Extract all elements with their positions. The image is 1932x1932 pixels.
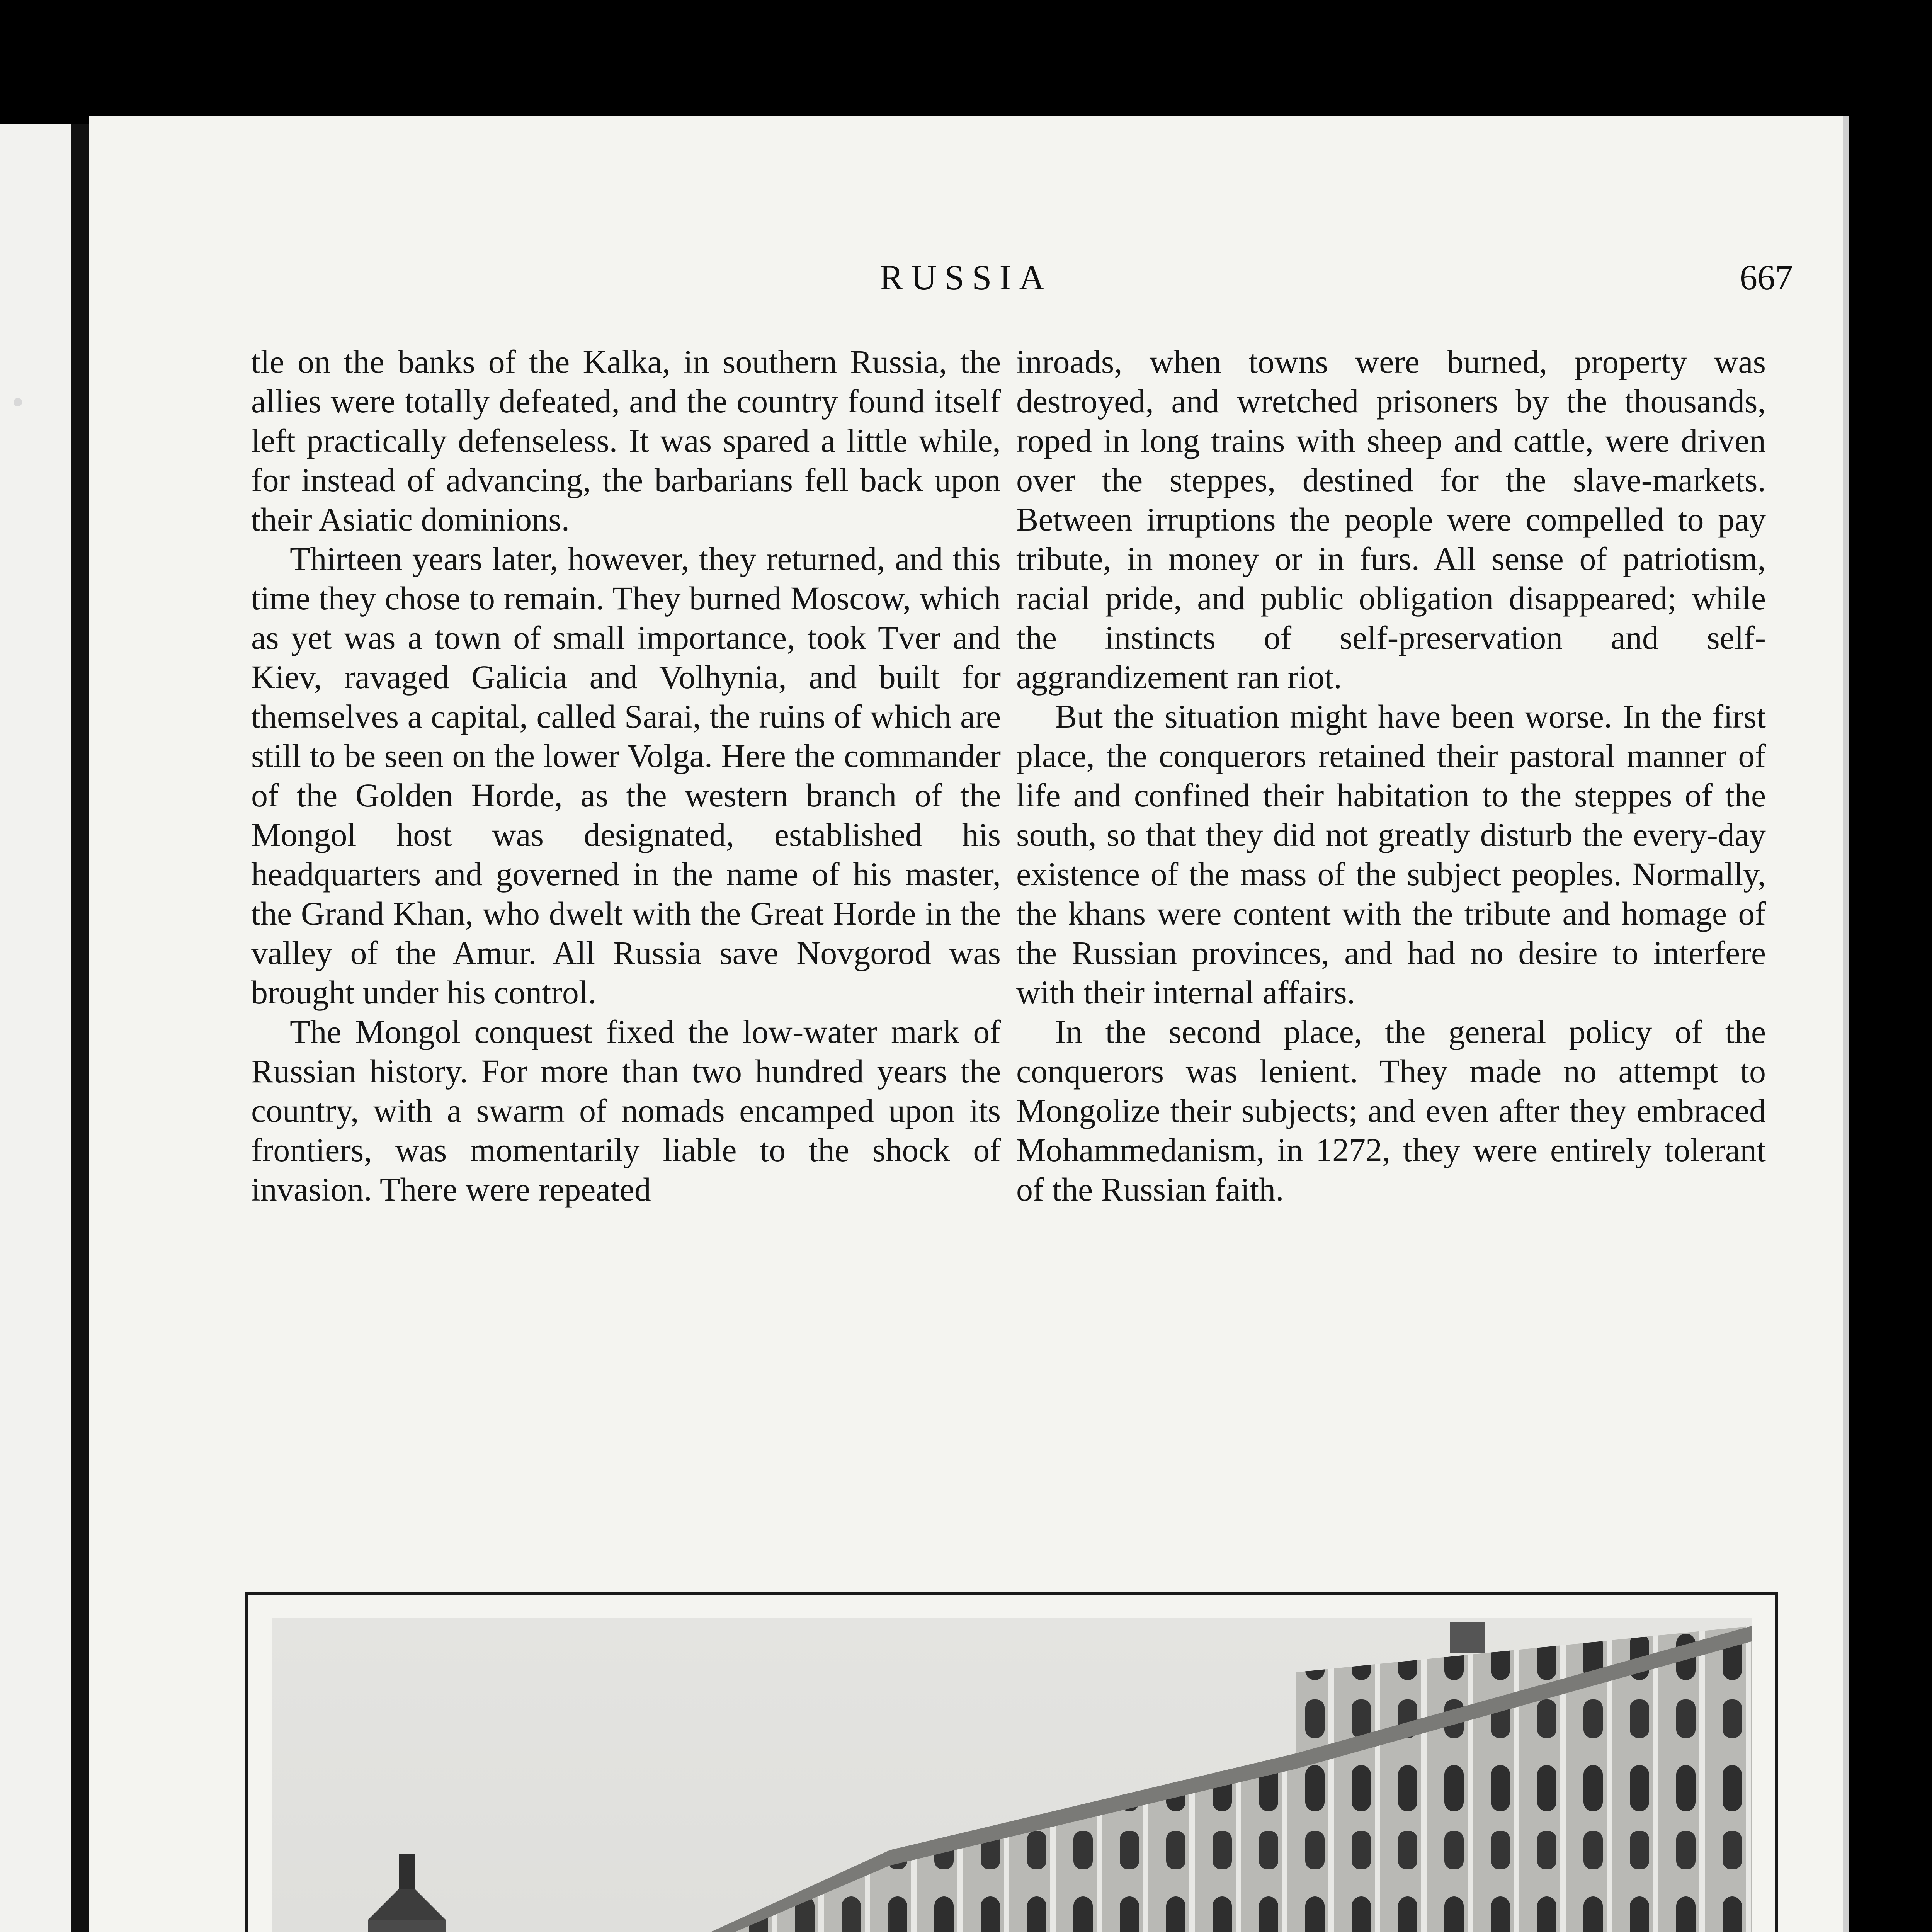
paragraph: In the second place, the general policy of the conquerors was lenient. They made no attempt to Mongolize their subjects; and even after they embraced Mohammedanism, in 1272, they were entirely tolerant of the Russian faith. [1016, 1013, 1766, 1208]
scan-speck [14, 398, 22, 406]
page-number: 667 [1740, 258, 1793, 297]
page-gutter [71, 124, 89, 1932]
running-title: RUSSIA [879, 258, 1053, 297]
paragraph: Thirteen years later, however, they returned, and this time they chose to remain. They burned Moscow, which as yet was a town of small importance, took Tver and Kiev, ravaged Galicia and Volhynia, and built for themselves a capital, called Sarai, the ruins of which are still to be seen on the lower Volga. Here the commander of the Golden Horde, as the western branch of the Mongol host was designated, established his headquarters and governed in the name of his master, the Grand Khan, who dwelt with the Great Horde in the valley of the Amur. All Russia save Novgorod was brought under his control. [251, 540, 1001, 1011]
paragraph: tle on the banks of the Kalka, in southern Russia, the allies were totally defeated, and the country found itself left practically defenseless. It was spared a little while, for instead of advancing, the barbarians fell back upon their Asiatic dominions. [251, 343, 1001, 538]
paragraph: But the situation might have been worse. In the first place, the conquerors retained their pastoral manner of life and confined their habitation to the steppes of the south, so that they did not greatly disturb the every-day existence of the mass of the subject peoples. Normally, the khans were content with the tribute and homage of the Russian provinces, and had no desire to interfere with their internal affairs. [1016, 698, 1766, 1011]
text-column-left [251, 342, 1001, 1209]
paragraph: The Mongol conquest fixed the low-water mark of Russian history. For more than two hundred years the country, with a swarm of nomads encamped upon its frontiers, was momentarily liable to the shock of invasion. There were repeated [251, 1013, 1001, 1208]
text-column-right [1016, 342, 1766, 1209]
palace-photograph [272, 1618, 1752, 1932]
paragraph: inroads, when towns were burned, property was destroyed, and wretched prisoners by the thousands, roped in long trains with sheep and cattle, were driven over the steppes, destined for the slave-markets. Between irruptions the people were compelled to pay tribute, in money or in furs. All sense of patriotism, racial pride, and public obligation disappeared; while the instincts of self-preservation and self-aggrandizement ran riot. [1016, 343, 1766, 696]
book-page [89, 116, 1849, 1932]
page-header [89, 257, 1843, 299]
photo-frame [245, 1592, 1778, 1932]
facing-page-edge [0, 124, 75, 1932]
